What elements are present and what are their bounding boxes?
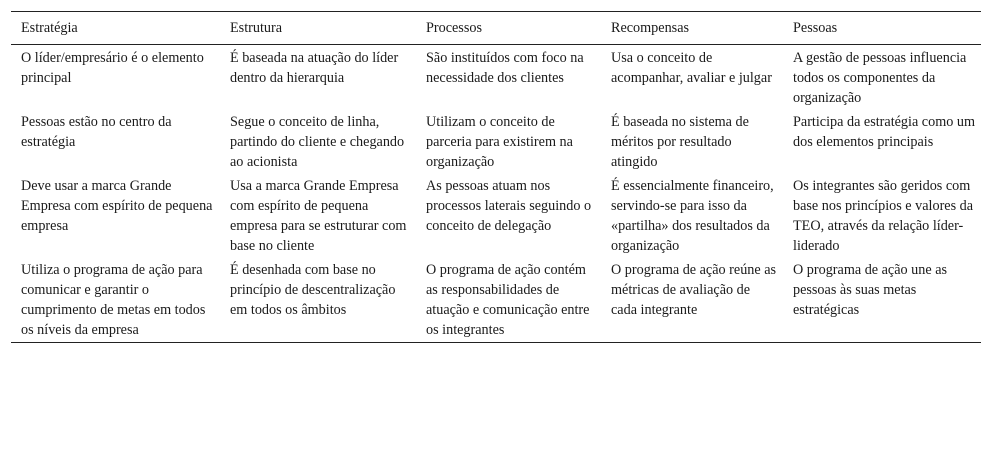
table-cell: O programa de ação reúne as métricas de avaliação de cada integrante bbox=[611, 262, 777, 318]
table-cell: A gestão de pessoas influencia todos os componentes da organização bbox=[793, 50, 967, 106]
table-cell: É essencialmente financeiro, servindo-se para isso da «partilha» dos resultados da organização bbox=[611, 178, 774, 254]
table-cell: São instituídos com foco na necessidade dos clientes bbox=[426, 50, 584, 86]
table-cell: Usa a marca Grande Empresa com espírito de pequena empresa para se estruturar com base no cliente bbox=[230, 178, 407, 254]
header-cell-pessoas: Pessoas bbox=[793, 20, 838, 36]
table-row bbox=[11, 109, 981, 173]
table-cell: O líder/empresário é o elemento principal bbox=[21, 50, 204, 86]
table-cell: É desenhada com base no princípio de descentralização em todos os âmbitos bbox=[230, 262, 396, 318]
table-cell: Participa da estratégia como um dos elementos principais bbox=[793, 114, 976, 150]
table-row bbox=[11, 257, 981, 343]
table-body bbox=[11, 45, 981, 343]
table-cell: Segue o conceito de linha, partindo do cliente e chegando ao acionista bbox=[230, 114, 405, 170]
table-cell: Utilizam o conceito de parceria para existirem na organização bbox=[426, 114, 573, 170]
table-cell: Usa o conceito de acompanhar, avaliar e julgar bbox=[611, 50, 772, 86]
table-cell: É baseada na atuação do líder dentro da hierarquia bbox=[230, 50, 399, 86]
table-cell: O programa de ação contém as responsabilidades de atuação e comunicação entre os integrantes bbox=[426, 262, 590, 338]
header-cell-processos: Processos bbox=[426, 20, 482, 36]
table-cell: Pessoas estão no centro da estratégia bbox=[21, 114, 172, 150]
header-cell-recompensas: Recompensas bbox=[611, 20, 690, 36]
table-cell: Utiliza o programa de ação para comunicar e garantir o cumprimento de metas em todos os níveis da empresa bbox=[21, 262, 206, 338]
header-cell-estrategia: Estratégia bbox=[21, 20, 78, 36]
comparison-table bbox=[11, 11, 981, 343]
table-header bbox=[11, 12, 981, 45]
table-row bbox=[11, 173, 981, 257]
header-cell-estrutura: Estrutura bbox=[230, 20, 283, 36]
header-row bbox=[11, 12, 981, 45]
table-cell: As pessoas atuam nos processos laterais seguindo o conceito de delegação bbox=[426, 178, 592, 234]
table-cell: Os integrantes são geridos com base nos princípios e valores da TEO, através da relação líder-liderado bbox=[793, 178, 974, 254]
comparison-table-container bbox=[11, 11, 981, 343]
table-cell: É baseada no sistema de méritos por resultado atingido bbox=[611, 114, 749, 170]
table-cell: Deve usar a marca Grande Empresa com espírito de pequena empresa bbox=[21, 178, 213, 234]
table-cell: O programa de ação une as pessoas às suas metas estratégicas bbox=[793, 262, 948, 318]
table-row bbox=[11, 45, 981, 110]
